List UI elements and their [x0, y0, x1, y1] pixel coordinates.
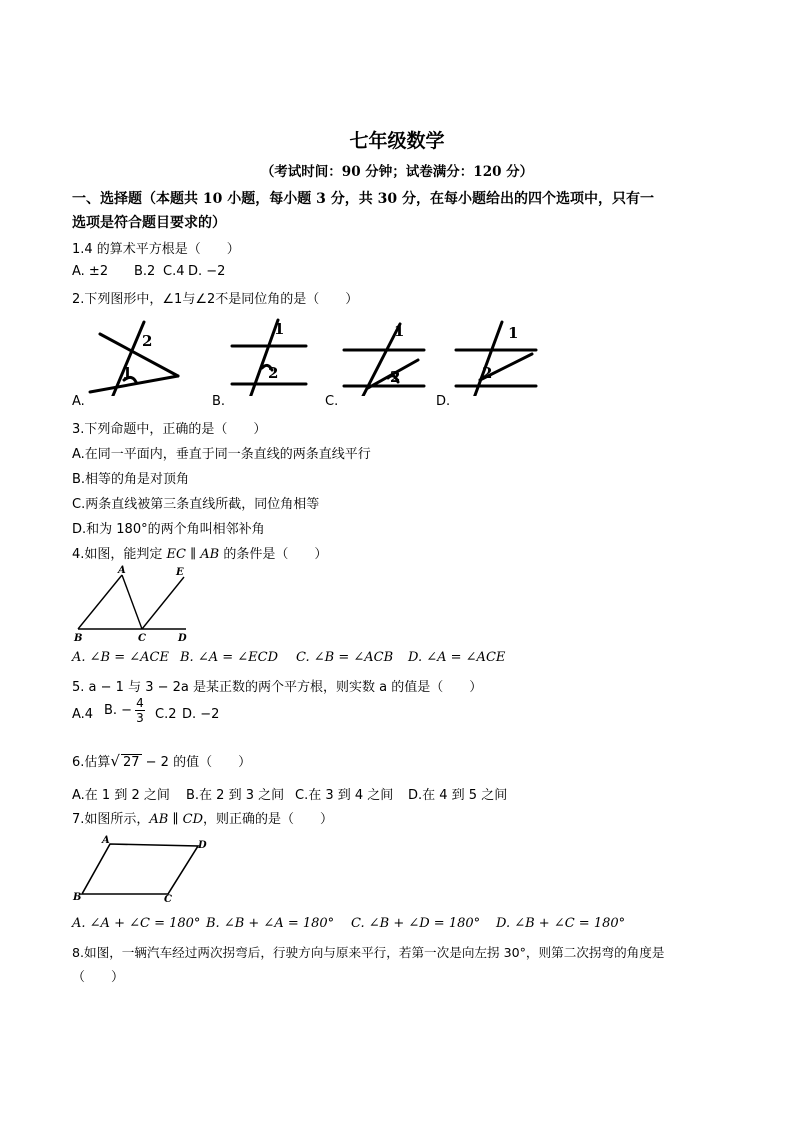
q4-option-d: D. ∠A = ∠ACE	[408, 650, 506, 665]
q2-label-a: A.	[72, 394, 85, 409]
q3-option-d: D.和为 180°的两个角叫相邻补角	[72, 522, 265, 537]
q4-stem-pre: 4.如图，能判定	[72, 547, 163, 562]
q6-option-b: B.在 2 到 3 之间	[186, 788, 285, 803]
q2-figure-c	[344, 324, 424, 396]
q7-point-d: D	[198, 840, 207, 851]
q7-figure	[72, 834, 212, 904]
q2-a-angle-1: 1	[122, 364, 133, 382]
q2-figure-a	[90, 322, 178, 396]
q2-a-angle-2: 2	[142, 332, 153, 350]
q1-option-b: B.2	[134, 264, 156, 279]
q7-point-b: B	[73, 892, 82, 903]
q3-stem: 3.下列命题中，正确的是（ ）	[72, 422, 267, 437]
q2-d-angle-1: 1	[508, 324, 519, 342]
q7-point-a: A	[102, 835, 110, 846]
q5-stem: 5. a − 1 与 3 − 2a 是某正数的两个平方根，则实数 a 的值是（ ）	[72, 680, 483, 695]
q2-stem: 2.下列图形中，∠1与∠2不是同位角的是（ ）	[72, 292, 359, 307]
q2-label-c: C.	[325, 394, 339, 409]
section-heading-line2: 选项是符合题目要求的）	[72, 215, 226, 231]
q2-label-d: D.	[436, 394, 451, 409]
q8-stem-line2: （ ）	[72, 970, 125, 985]
q1-option-a: A. ±2	[72, 264, 109, 279]
section-heading-line1: 一、选择题（本题共 10 小题，每小题 3 分，共 30 分，在每小题给出的四个选项中，只有一	[72, 191, 654, 207]
page-title: 七年级数学	[349, 130, 445, 152]
q4-stem-post: 的条件是（ ）	[223, 547, 328, 562]
q3-option-c: C.两条直线被第三条直线所截，同位角相等	[72, 497, 320, 512]
q4-figure	[72, 565, 202, 643]
q2-figures	[72, 316, 552, 396]
exam-subtitle: （考试时间：90 分钟；试卷满分：120 分）	[260, 164, 534, 180]
q2-d-angle-2: 2	[482, 364, 493, 382]
q2-b-angle-1: 1	[274, 320, 285, 338]
q6-option-a: A.在 1 到 2 之间	[72, 788, 170, 803]
q4-point-a: A	[118, 565, 126, 576]
q6-option-d: D.在 4 到 5 之间	[408, 788, 508, 803]
q2-figure-b	[232, 320, 306, 396]
q6-stem: 6.估算√ 27 − 2 的值（ ）	[72, 752, 252, 770]
q7-point-c: C	[164, 894, 172, 904]
q7-option-b: B. ∠B + ∠A = 180°	[206, 916, 335, 931]
q4-stem-math: EC ∥ AB	[166, 547, 220, 562]
q2-b-angle-2: 2	[268, 364, 279, 382]
q7-option-c: C. ∠B + ∠D = 180°	[351, 916, 481, 931]
q6-radicand: 27	[122, 755, 140, 770]
q3-option-b: B.相等的角是对顶角	[72, 472, 190, 487]
q4-point-d: D	[178, 633, 187, 643]
q5-option-b: B. − $\frac{4}{3}$	[104, 696, 144, 725]
q2-c-angle-1: 1	[394, 322, 405, 340]
q3-option-a: A.在同一平面内，垂直于同一条直线的两条直线平行	[72, 447, 371, 462]
q4-stem	[72, 543, 327, 562]
q2-label-b: B.	[212, 394, 226, 409]
q5-option-a: A.4	[72, 707, 94, 722]
q1-stem: 1.4 的算术平方根是（ ）	[72, 242, 240, 257]
q6-option-c: C.在 3 到 4 之间	[295, 788, 394, 803]
q5-option-c: C.2	[155, 707, 177, 722]
q4-point-c: C	[138, 633, 146, 643]
q7-option-d: D. ∠B + ∠C = 180°	[496, 916, 626, 931]
q4-point-e: E	[176, 567, 184, 578]
q1-option-d: D. −2	[188, 264, 226, 279]
q7-option-a: A. ∠A + ∠C = 180°	[72, 916, 201, 931]
q7-stem: 7.如图所示，AB ∥ CD，则正确的是（ ）	[72, 812, 334, 827]
q8-stem-line1: 8.如图，一辆汽车经过两次拐弯后，行驶方向与原来平行，若第一次是向左拐 30°，则第二次拐弯的角度是	[72, 945, 665, 960]
q4-option-b: B. ∠A = ∠ECD	[180, 650, 279, 665]
q1-option-c: C.4	[163, 264, 185, 279]
q4-point-b: B	[74, 633, 83, 643]
q4-option-a: A. ∠B = ∠ACE	[72, 650, 169, 665]
q4-option-c: C. ∠B = ∠ACB	[296, 650, 394, 665]
q5-option-d: D. −2	[182, 707, 220, 722]
q2-figure-d	[456, 322, 536, 396]
q5-fraction: $\frac{4}{3}$	[136, 696, 144, 725]
q2-c-angle-2: 2	[390, 368, 401, 386]
